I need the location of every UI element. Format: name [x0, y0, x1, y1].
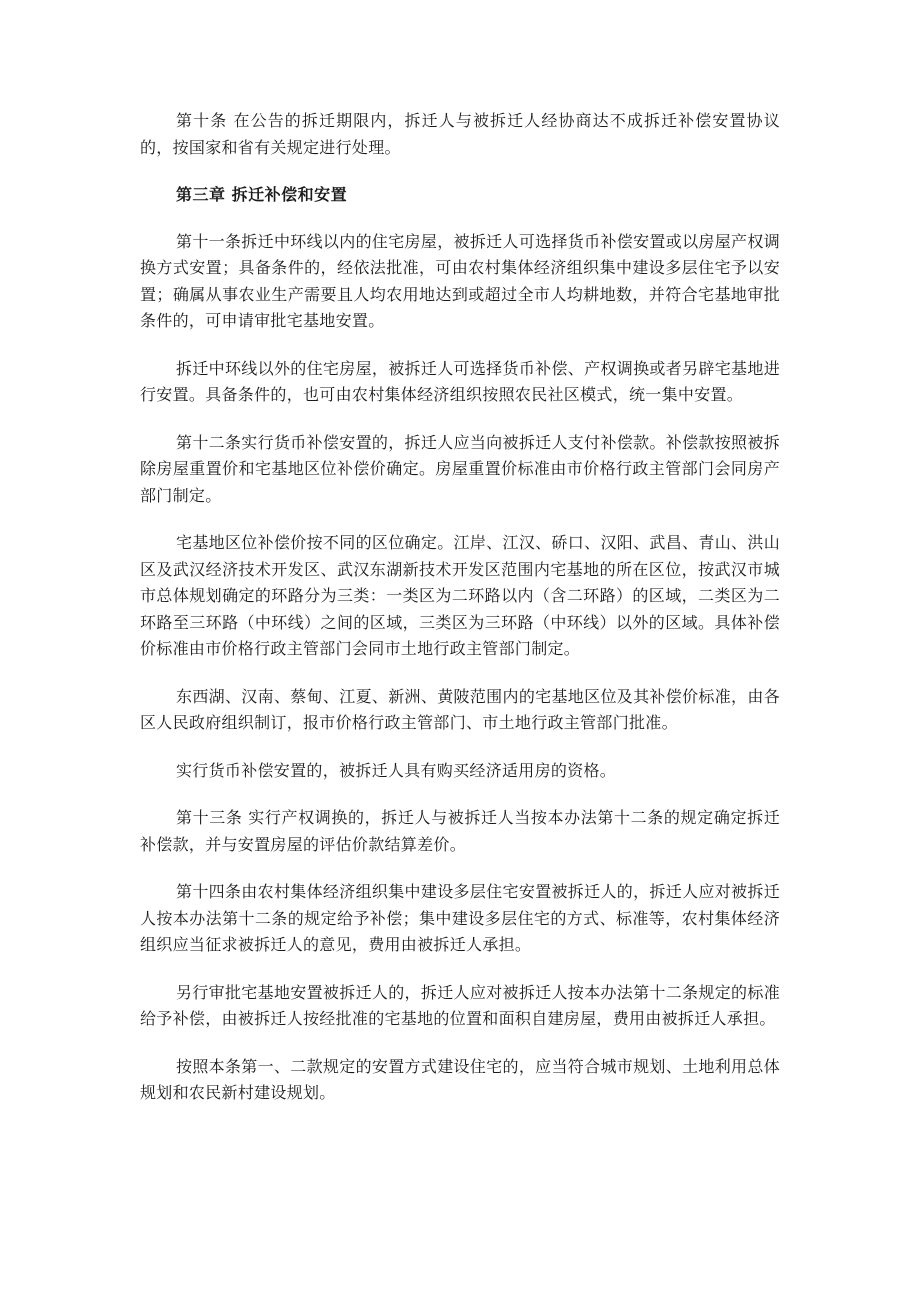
paragraph-article-12: 第十二条实行货币补偿安置的，拆迁人应当向被拆迁人支付补偿款。补偿款按照被拆除房屋重置价和宅基地区位补偿价确定。房屋重置价标准由市价格行政主管部门会同房产部门制定。 — [140, 432, 780, 505]
paragraph-article-12-location: 宅基地区位补偿价按不同的区位确定。江岸、江汉、硚口、汉阳、武昌、青山、洪山区及武汉经济技术开发区、武汉东湖新技术开发区范围内宅基地的所在区位，按武汉市城市总体规划确定的环路分为三类：一类区为二环路以内（含二环路）的区域，二类区为二环路至三环路（中环线）之间的区域，三类区为三环路（中环线）以外的区域。具体补偿价标准由市价格行政主管部门会同市土地行政主管部门制定。 — [140, 533, 780, 658]
paragraph-article-11-outer-ring: 拆迁中环线以外的住宅房屋，被拆迁人可选择货币补偿、产权调换或者另辟宅基地进行安置。具备条件的，也可由农村集体经济组织按照农民社区模式，统一集中安置。 — [140, 358, 780, 404]
paragraph-article-12-districts: 东西湖、汉南、蔡甸、江夏、新洲、黄陂范围内的宅基地区位及其补偿价标准，由各区人民政府组织制订，报市价格行政主管部门、市土地行政主管部门批准。 — [140, 686, 780, 732]
paragraph-article-14: 第十四条由农村集体经济组织集中建设多层住宅安置被拆迁人的，拆迁人应对被拆迁人按本办法第十二条的规定给予补偿；集中建设多层住宅的方式、标准等，农村集体经济组织应当征求被拆迁人的意见，费用由被拆迁人承担。 — [140, 882, 780, 954]
paragraph-article-14-homestead: 另行审批宅基地安置被拆迁人的，拆迁人应对被拆迁人按本办法第十二条规定的标准给予补偿，由被拆迁人按经批准的宅基地的位置和面积自建房屋，费用由被拆迁人承担。 — [140, 982, 780, 1028]
paragraph-article-12-housing: 实行货币补偿安置的，被拆迁人具有购买经济适用房的资格。 — [176, 760, 617, 780]
paragraph-article-13: 第十三条 实行产权调换的，拆迁人与被拆迁人当按本办法第十二条的规定确定拆迁补偿款，并与安置房屋的评估价款结算差价。 — [140, 808, 780, 854]
paragraph-article-10: 第十条 在公告的拆迁期限内，拆迁人与被拆迁人经协商达不成拆迁补偿安置协议的，按国家和省有关规定进行处理。 — [140, 111, 780, 157]
paragraph-article-14-planning: 按照本条第一、二款规定的安置方式建设住宅的，应当符合城市规划、土地利用总体规划和农民新村建设规划。 — [140, 1056, 780, 1102]
document-body — [140, 108, 780, 1128]
paragraph-article-11: 第十一条拆迁中环线以内的住宅房屋，被拆迁人可选择货币补偿安置或以房屋产权调换方式安置；具备条件的，经依法批准，可由农村集体经济组织集中建设多层住宅予以安置；确属从事农业生产需要且人均农用地达到或超过全市人均耕地数，并符合宅基地审批条件的，可申请审批宅基地安置。 — [140, 231, 780, 330]
chapter-heading: 第三章 拆迁补偿和安置 — [176, 185, 348, 204]
